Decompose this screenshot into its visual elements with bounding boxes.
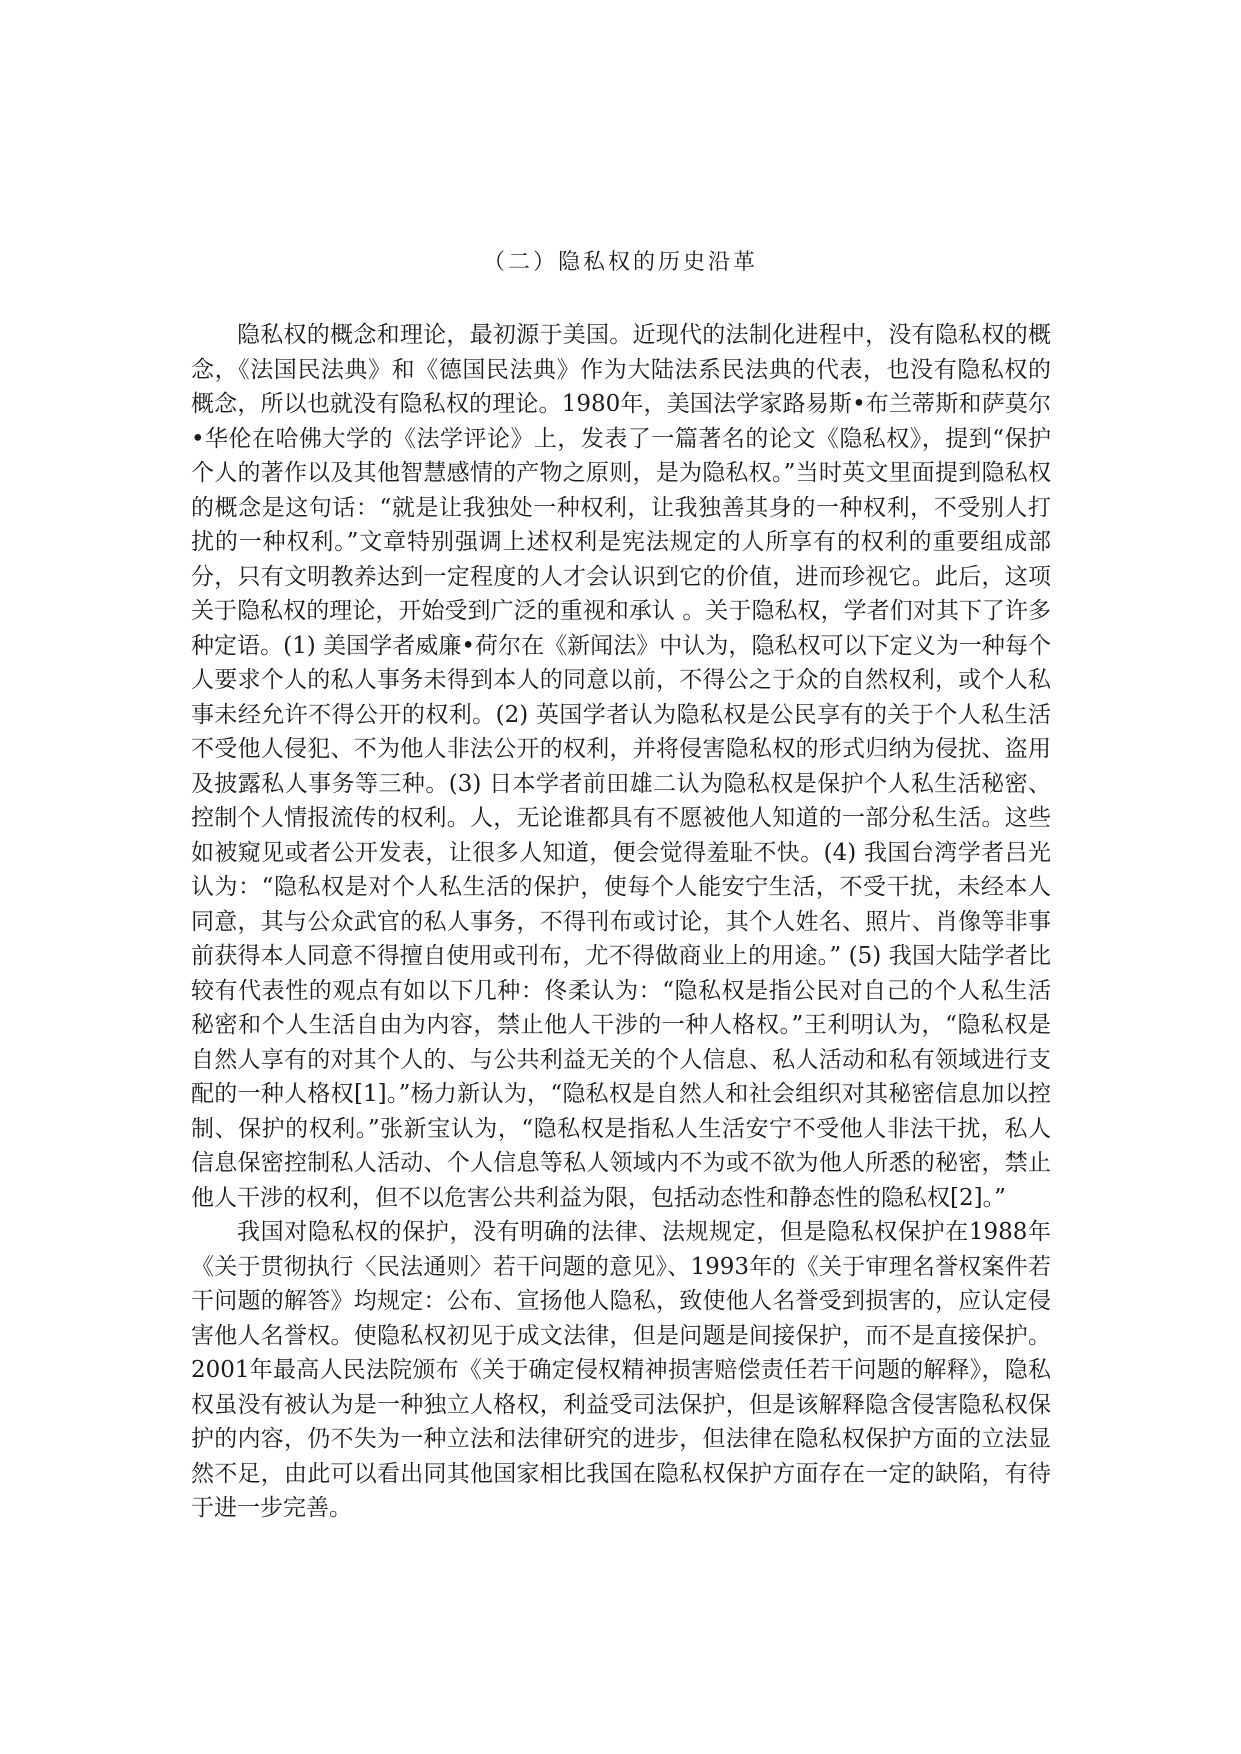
section-heading: （二）隐私权的历史沿革 [482,250,758,275]
body-text [191,318,1051,1526]
paragraph-china-protection: 我国对隐私权的保护，没有明确的法律、法规规定，但是隐私权保护在1988年《关于贯彻执行〈民法通则〉若干问题的意见》、1993年的《关于审理名誉权案件若干问题的解答》均规定：公布、宣扬他人隐私，致使他人名誉受到损害的，应认定侵害他人名誉权。使隐私权初见于成文法律，但是问题是间接保护，而不是直接保护。2001年最高人民法院颁布《关于确定侵权精神损害赔偿责任若干问题的解释》，隐私权虽没有被认为是一种独立人格权，利益受司法保护，但是该解释隐含侵害隐私权保护的内容，仍不失为一种立法和法律研究的进步，但法律在隐私权保护方面的立法显然不足，由此可以看出同其他国家相比我国在隐私权保护方面存在一定的缺陷，有待于进一步完善。 [191,1219,1051,1521]
paragraph-history: 隐私权的概念和理论，最初源于美国。近现代的法制化进程中，没有隐私权的概念，《法国民法典》和《德国民法典》作为大陆法系民法典的代表，也没有隐私权的概念，所以也就没有隐私权的理论。1980年，美国法学家路易斯•布兰蒂斯和萨莫尔•华伦在哈佛大学的《法学评论》上，发表了一篇著名的论文《隐私权》，提到“保护个人的著作以及其他智慧感情的产物之原则，是为隐私权。”当时英文里面提到隐私权的概念是这句话：“就是让我独处一种权利，让我独善其身的一种权利，不受别人打扰的一种权利。”文章特别强调上述权利是宪法规定的人所享有的权利的重要组成部分，只有文明教养达到一定程度的人才会认识到它的价值，进而珍视它。此后，这项关于隐私权的理论，开始受到广泛的重视和承认 。关于隐私权，学者们对其下了许多种定语。(1) 美国学者威廉•荷尔在《新闻法》中认为，隐私权可以下定义为一种每个人要求个人的私人事务未得到本人的同意以前，不得公之于众的自然权利，或个人私事未经允许不得公开的权利。(2) 英国学者认为隐私权是公民享有的关于个人私生活不受他人侵犯、不为他人非法公开的权利，并将侵害隐私权的形式归纳为侵扰、盗用及披露私人事务等三种。(3) 日本学者前田雄二认为隐私权是保护个人私生活秘密、控制个人情报流传的权利。人，无论谁都具有不愿被他人知道的一部分私生活。这些如被窥见或者公开发表，让很多人知道，便会觉得羞耻不快。(4) 我国台湾学者吕光认为：“隐私权是对个人私生活的保护，使每个人能安宁生活，不受干扰，未经本人同意，其与公众武官的私人事务，不得刊布或讨论，其个人姓名、照片、肖像等非事前获得本人同意不得擅自使用或刊布，尤不得做商业上的用途。” (5) 我国大陆学者比较有代表性的观点有如以下几种：佟柔认为：“隐私权是指公民对自己的个人私生活秘密和个人生活自由为内容，禁止他人干涉的一种人格权。”王利明认为，“隐私权是自然人享有的对其个人的、与公共利益无关的个人信息、私人活动和私有领域进行支配的一种人格权[1]。”杨力新认为，“隐私权是自然人和社会组织对其秘密信息加以控制、保护的权利。”张新宝认为，“隐私权是指私人生活安宁不受他人非法干扰，私人信息保密控制私人活动、个人信息等私人领域内不为或不欲为他人所悉的秘密，禁止他人干涉的权利，但不以危害公共利益为限，包括动态性和静态性的隐私权[2]。” [191,322,1052,1211]
